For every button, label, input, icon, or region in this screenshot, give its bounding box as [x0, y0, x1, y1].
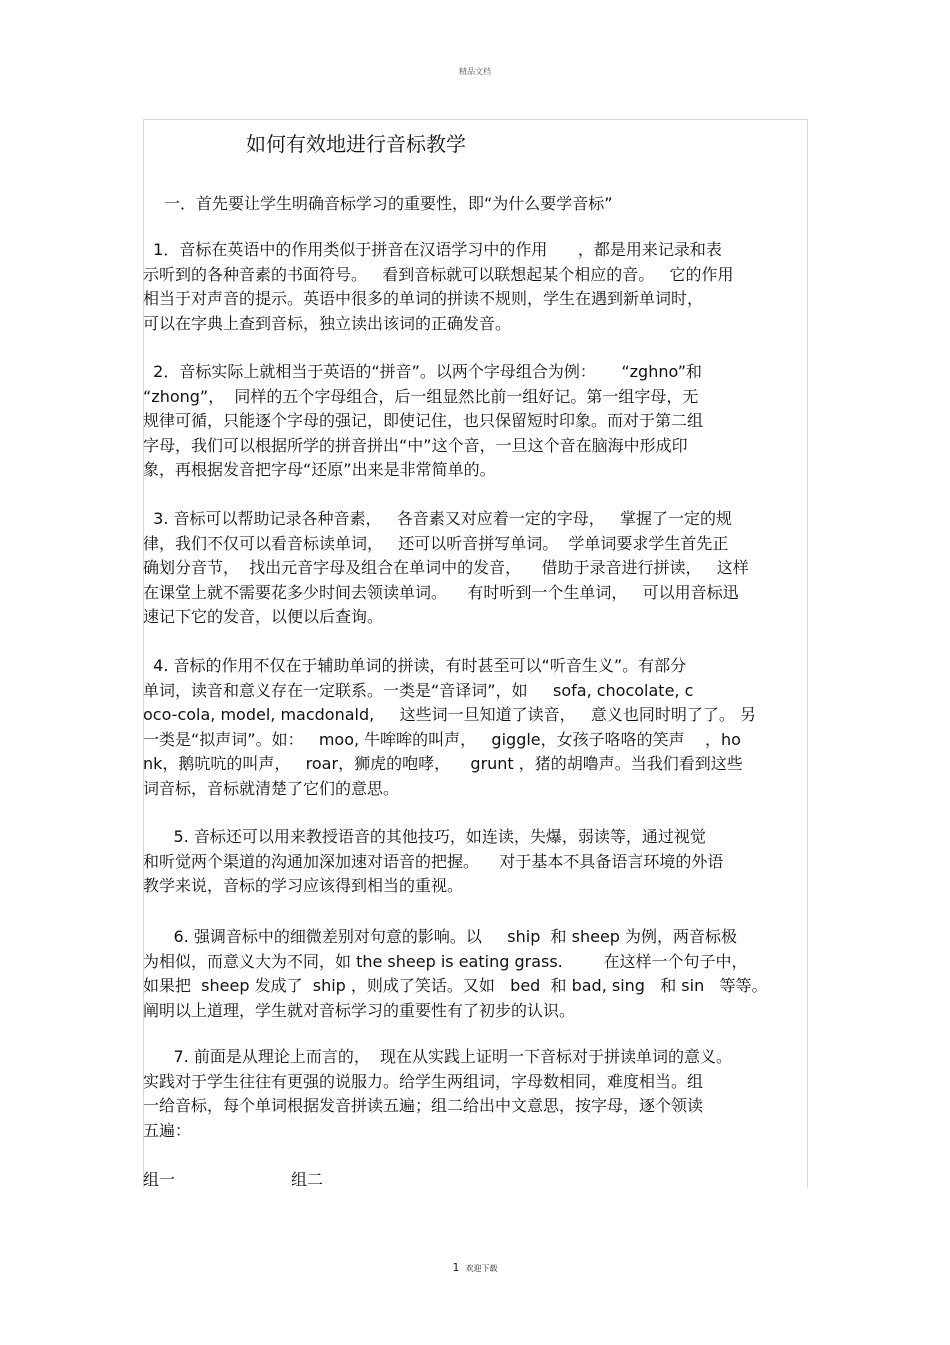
paragraph-line: 1．音标在英语中的作用类似于拼音在汉语学习中的作用 ，都是用来记录和表 [143, 240, 722, 259]
paragraph-1 [143, 238, 808, 336]
paragraph-line: 象，再根据发音把字母“还原”出来是非常简单的。 [143, 460, 496, 479]
paragraph-line: 示听到的各种音素的书面符号。 看到音标就可以联想起某个相应的音。 它的作用 [143, 264, 734, 284]
paragraph-line: 4. 音标的作用不仅在于辅助单词的拼读，有时甚至可以“听音生义”。有部分 [143, 656, 687, 675]
section-heading: 一．首先要让学生明确音标学习的重要性，即“为什么要学音标” [164, 194, 613, 213]
paragraph-line: 3. 音标可以帮助记录各种音素， 各音素又对应着一定的字母， 掌握了一定的规 [143, 509, 733, 528]
paragraph-6 [143, 925, 808, 1023]
paragraph-line: 一类是“拟声词”。如： moo, 牛哞哞的叫声， giggle，女孩子咯咯的笑声 ，ho [143, 729, 741, 749]
paragraph-line: 实践对于学生往往有更强的说服力。给学生两组词，字母数相同，难度相当。组 [143, 1071, 704, 1091]
group-table-header [143, 1167, 324, 1190]
header-watermark: 精品文档 [459, 67, 491, 76]
page-footer [0, 1261, 950, 1274]
paragraph-line: oco-cola, model, macdonald, 这些词一旦知道了读音， 意义也同时明了了。 另 [143, 705, 756, 724]
paragraph-line: 可以在字典上查到音标，独立读出该词的正确发音。 [143, 313, 512, 333]
paragraph-line: 单词，读音和意义存在一定联系。一类是“音译词”，如 sofa, chocolate, c [143, 680, 694, 700]
paragraph-line: 阐明以上道理，学生就对音标学习的重要性有了初步的认识。 [143, 1000, 576, 1020]
paragraph-line: 5. 音标还可以用来教授语音的其他技巧，如连读，失爆，弱读等，通过视觉 [143, 827, 706, 846]
paragraph-line: 五遍： [143, 1120, 192, 1140]
paragraph-4 [143, 654, 808, 801]
paragraph-line: 速记下它的发音，以便以后查询。 [143, 607, 384, 626]
paragraph-line: 和听觉两个渠道的沟通加深加速对语音的把握。 对于基本不具备语言环境的外语 [143, 851, 724, 871]
paragraph-line: 字母，我们可以根据所学的拼音拼出“中”这个音，一旦这个音在脑海中形成印 [143, 435, 688, 455]
page-number: 1 [452, 1261, 460, 1274]
paragraph-line: 词音标，音标就清楚了它们的意思。 [143, 778, 400, 798]
paragraph-line: 一给音标，每个单词根据发音拼读五遍；组二给出中文意思，按字母，逐个领读 [143, 1096, 704, 1115]
paragraph-2 [143, 360, 808, 483]
paragraph-line: 相当于对声音的提示。英语中很多的单词的拼读不规则，学生在遇到新单词时， [143, 289, 704, 308]
paragraph-7 [143, 1045, 808, 1143]
paragraph-line: 为相似，而意义大为不同，如 the sheep is eating grass. 在这样一个句子中， [143, 951, 748, 971]
paragraph-5 [143, 825, 808, 899]
paragraph-line: 教学来说，音标的学习应该得到相当的重视。 [143, 876, 464, 895]
paragraph-3 [143, 507, 808, 630]
paragraph-line: 2．音标实际上就相当于英语的“拼音”。以两个字母组合为例： “zghno”和 [143, 362, 702, 381]
paragraph-line: nk，鹅吭吭的叫声， roar，狮虎的咆哮， grunt ，猪的胡噜声。当我们看到这些 [143, 754, 743, 773]
paragraph-line: 6. 强调音标中的细微差别对句意的影响。以 ship 和 sheep 为例，两音标极 [143, 927, 738, 946]
footer-note: 欢迎下载 [465, 1264, 498, 1273]
paragraph-line: “zhong”， 同样的五个字母组合，后一组显然比前一组好记。第一组字母，无 [143, 386, 699, 406]
group-one-label: 组一 [143, 1170, 176, 1189]
paragraph-line: 律，我们不仅可以看音标读单词， 还可以听音拼写单词。 学单词要求学生首先正 [143, 533, 729, 553]
document-title: 如何有效地进行音标教学 [246, 132, 466, 156]
paragraph-line: 7. 前面是从理论上而言的， 现在从实践上证明一下音标对于拼读单词的意义。 [143, 1047, 733, 1066]
paragraph-line: 在课堂上就不需要花多少时间去领读单词。 有时听到一个生单词， 可以用音标迅 [143, 582, 739, 602]
paragraph-line: 如果把 sheep 发成了 ship ，则成了笑话。又如 bed 和 bad, sing 和 sin 等等。 [143, 976, 768, 995]
group-two-label: 组二 [291, 1170, 324, 1189]
paragraph-line: 确划分音节， 找出元音字母及组合在单词中的发音， 借助于录音进行拼读， 这样 [143, 558, 749, 577]
paragraph-line: 规律可循，只能逐个字母的强记，即使记住，也只保留短时印象。而对于第二组 [143, 411, 704, 430]
